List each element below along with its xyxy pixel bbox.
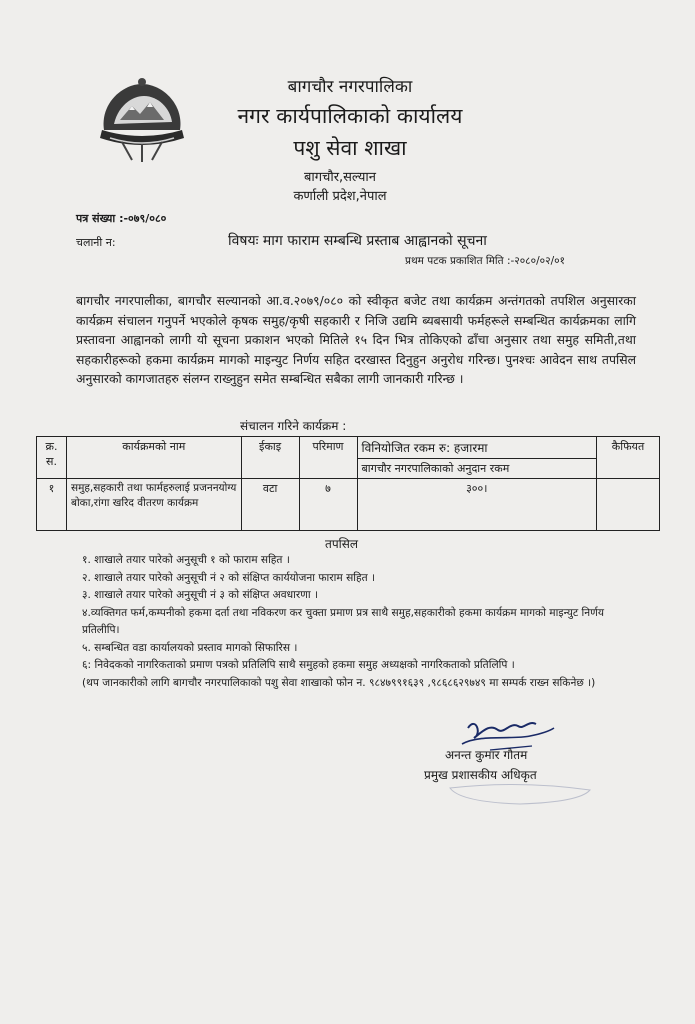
- header-remarks: कैफियत: [597, 437, 660, 479]
- cell-quantity: ७: [299, 479, 357, 531]
- list-item: ६: निवेदकको नागरिकताको प्रमाण पत्रको प्रतिलिपि साथै समुहको हकमा समुह अध्यक्षको नागरिकताको प्रतिलिपि ।: [82, 659, 515, 671]
- published-date: प्रथम पटक प्रकाशित मिति :-२०८०/०२/०१: [405, 255, 566, 267]
- signatory-title: प्रमुख प्रशासकीय अधिकृत: [424, 768, 537, 782]
- signatory-name: अनन्त कुमार गौतम: [445, 748, 528, 762]
- list-item: ५. सम्बन्धित वडा कार्यालयको प्रस्ताव मागको सिफारिस ।: [82, 641, 298, 654]
- letter-number: पत्र संख्या :-०७९/०८०: [76, 212, 167, 225]
- annex-caption: तपसिल: [325, 537, 359, 551]
- table-header-row: [37, 437, 660, 459]
- list-item: ३. शाखाले तयार पारेको अनुसूची नं ३ को संक्षिप्त अवधारणा ।: [82, 589, 318, 601]
- dispatch-number: चलानी न:: [76, 236, 116, 249]
- notice-body: बागचौर नगरपालीका, बागचौर सल्यानको आ.व.२०७९/०८० को स्वीकृत बजेट तथा कार्यक्रम अन्तंगतको तपशिल अनुसारका कार्यक्रम संचालन गनुपर्ने भएकोले कृषक समुह/कृषी सहकारी र निजि उद्यमि ब्यबसायी फर्महरूले सम्बन्धित कार्यक्रमका लागि प्रस्तावना आह्वानको लागी यो सूचना प्रकाशन भएको मितिले १५ दिन भित्र तोकिएको ढाँचा अनुसार तथा समुह समिती,तथा सहकारीहरूको हकमा कार्यक्रम मागको माइन्युट निर्णय सहित दरखास्त दिनुहुन अनुरोध गरिन्छ। पुनश्चः आवेदन साथ तपसिल अनुसारको कागजातहरु संलग्न राख्नुहुन समेत सम्बन्धित सबैका लागी जानकारी गरिन्छ ।: [76, 293, 636, 387]
- notice-subject: विषयः माग फाराम सम्बन्धि प्रस्ताब आह्वानको सूचना: [228, 233, 487, 249]
- branch-name: पशु सेवा शाखा: [293, 136, 407, 160]
- list-item: २. शाखाले तयार पारेको अनुसूची नं २ को संक्षिप्त कार्ययोजना फाराम सहित ।: [82, 571, 376, 584]
- table-caption: संचालन गरिने कार्यक्रम :: [240, 419, 347, 433]
- header-quantity: परिमाण: [299, 437, 357, 479]
- cell-program-name: समुह,सहकारी तथा फार्महरुलाई प्रजननयोग्य बोका,रांगा खरिद वीतरण कार्यक्रम: [66, 479, 241, 531]
- annex-list: [82, 552, 642, 692]
- header-grant-amount: बागचौर नगरपालिकाको अनुदान रकम: [357, 459, 597, 479]
- list-item: (थप जानकारीको लागि बागचौर नगरपालिकाको पशु सेवा शाखाको फोन न. ९८४७९९१६३९ ,९८६८६२९७४९ मा सम्पर्क राख्न सकिनेछ ।): [82, 676, 596, 689]
- office-name: नगर कार्यपालिकाको कार्यालय: [237, 104, 463, 128]
- program-table: [36, 436, 660, 531]
- list-item: ४.व्यक्तिगत फर्म,कम्पनीको हकमा दर्ता तथा नविकरण कर चुक्ता प्रमाण प्रत्र साथै समुह,सहकारीको हकमा कार्यक्रम मागको माइन्युट निर्णय प्रतिलीपि।: [82, 606, 604, 636]
- cell-remarks: [597, 479, 660, 531]
- table-row: [37, 479, 660, 531]
- cell-sn: १: [37, 479, 67, 531]
- office-address: बागचौर,सल्यान: [303, 170, 377, 185]
- office-province: कर्णाली प्रदेश,नेपाल: [293, 189, 387, 204]
- header-program-name: कार्यक्रमको नाम: [66, 437, 241, 479]
- municipality-name: बागचौर नगरपालिका: [287, 77, 413, 97]
- header-unit: ईकाइ: [241, 437, 299, 479]
- header-allocated-amount: विनियोजित रकम रु: हजारमा: [357, 437, 597, 459]
- header-sn: क्र. स.: [37, 437, 67, 479]
- cell-amount: ३००।: [357, 479, 597, 531]
- list-item: १. शाखाले तयार पारेको अनुसूची १ को फाराम सहित ।: [82, 554, 290, 566]
- cell-unit: वटा: [241, 479, 299, 531]
